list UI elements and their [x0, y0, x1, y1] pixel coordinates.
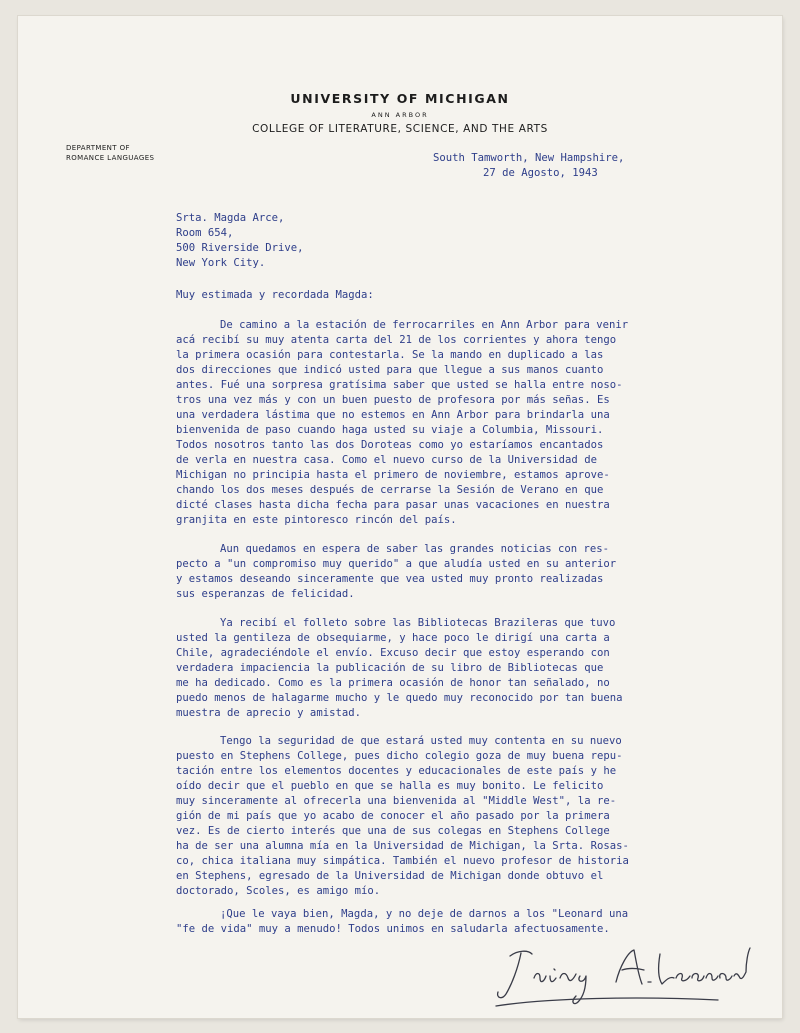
paragraph-1 — [176, 318, 628, 528]
paragraph-2 — [176, 542, 616, 602]
paragraph-4 — [176, 734, 629, 899]
text-line: antes. Fué una sorpresa gratísima saber que usted se halla entre noso- — [176, 379, 623, 391]
text-line: y estamos deseando sinceramente que vea usted muy pronto realizadas — [176, 573, 604, 585]
paragraph-5 — [176, 907, 628, 937]
address-line: 500 Riverside Drive, — [176, 242, 304, 254]
text-line: De camino a la estación de ferrocarriles en Ann Arbor para venir — [220, 319, 629, 331]
text-line: tros una vez más y con un buen puesto de profesora por más señas. Es — [176, 394, 610, 406]
text-line: tación entre los elementos docentes y educacionales de este país y he — [176, 765, 617, 777]
text-line: co, chica italiana muy simpática. También el nuevo profesor de historia — [176, 855, 629, 867]
text-line: acá recibí su muy atenta carta del 21 de los corrientes y ahora tengo — [176, 334, 617, 346]
text-line: "fe de vida" muy a menudo! Todos unimos en saludarla afectuosamente. — [176, 923, 610, 935]
text-line: la primera ocasión para contestarla. Se la mando en duplicado a las — [176, 349, 604, 361]
text-line: me ha dedicado. Como es la primera ocasión de honor tan señalado, no — [176, 677, 610, 689]
date-line: 27 de Agosto, 1943 — [483, 167, 598, 179]
department-line: ROMANCE LANGUAGES — [66, 154, 155, 162]
department-line: DEPARTMENT OF — [66, 144, 130, 152]
text-line: muestra de aprecio y amistad. — [176, 707, 361, 719]
text-line: bienvenida de paso cuando haga usted su viaje a Columbia, Missouri. — [176, 424, 604, 436]
address-line: New York City. — [176, 257, 266, 269]
text-line: dos direcciones que indicó usted para que llegue a sus manos cuanto — [176, 364, 604, 376]
text-line: chando los dos meses después de cerrarse la Sesión de Verano en que — [176, 484, 604, 496]
text-line: doctorado, Scoles, es amigo mío. — [176, 885, 381, 897]
recipient-address — [176, 211, 304, 271]
place-date — [433, 151, 624, 181]
letterhead-university: UNIVERSITY OF MICHIGAN — [290, 91, 510, 106]
text-line: puedo menos de halagarme mucho y le quedo muy reconocido por tan buena — [176, 692, 623, 704]
text-line: Todos nosotros tanto las dos Doroteas como yo estaríamos encantados — [176, 439, 604, 451]
text-line: granjita en este pintoresco rincón del país. — [176, 514, 457, 526]
text-line: usted la gentileza de obsequiarme, y hace poco le dirigí una carta a — [176, 632, 610, 644]
text-line: gión de mi país que yo acabo de conocer el año pasado por la primera — [176, 810, 610, 822]
text-line: muy sinceramente al ofrecerla una bienvenida al "Middle West", la re- — [176, 795, 617, 807]
text-line: Ya recibí el folleto sobre las Bibliotecas Brazileras que tuvo — [220, 617, 616, 629]
text-line: Michigan no principia hasta el primero de noviembre, estamos aprove- — [176, 469, 610, 481]
text-line: de verla en nuestra casa. Como el nuevo curso de la Universidad de — [176, 454, 597, 466]
text-line: ¡Que le vaya bien, Magda, y no deje de darnos a los "Leonard una — [220, 908, 629, 920]
text-line: dicté clases hasta dicha fecha para pasar unas vacaciones en nuestra — [176, 499, 610, 511]
letterhead-college: COLLEGE OF LITERATURE, SCIENCE, AND THE ARTS — [252, 123, 548, 135]
text-line: Chile, agradeciéndole el envío. Excuso decir que estoy esperando con — [176, 647, 610, 659]
text-line: Aun quedamos en espera de saber las grandes noticias con res- — [220, 543, 610, 555]
handwritten-signature — [488, 936, 768, 1014]
text-line: pecto a "un compromiso muy querido" a que aludía usted en su anterior — [176, 558, 617, 570]
text-line: Tengo la seguridad de que estará usted muy contenta en su nuevo — [220, 735, 622, 747]
text-line: sus esperanzas de felicidad. — [176, 588, 355, 600]
place-line: South Tamworth, New Hampshire, — [433, 152, 625, 164]
paragraph-3 — [176, 616, 622, 721]
address-line: Room 654, — [176, 227, 234, 239]
text-line: verdadera impaciencia la publicación de su libro de Bibliotecas que — [176, 662, 604, 674]
salutation: Muy estimada y recordada Magda: — [176, 289, 374, 301]
text-line: ha de ser una alumna mía en la Universidad de Michigan, la Srta. Rosas- — [176, 840, 629, 852]
letterhead-department — [66, 143, 154, 163]
text-line: puesto en Stephens College, pues dicho colegio goza de muy buena repu- — [176, 750, 623, 762]
text-line: en Stephens, egresado de la Universidad de Michigan donde obtuvo el — [176, 870, 604, 882]
letterhead-city: ANN ARBOR — [371, 111, 429, 119]
text-line: vez. Es de cierto interés que una de sus colegas en Stephens College — [176, 825, 610, 837]
text-line: oído decir que el pueblo en que se halla es muy bonito. Le felicito — [176, 780, 604, 792]
address-line: Srta. Magda Arce, — [176, 212, 285, 224]
text-line: una verdadera lástima que no estemos en Ann Arbor para brindarla una — [176, 409, 610, 421]
